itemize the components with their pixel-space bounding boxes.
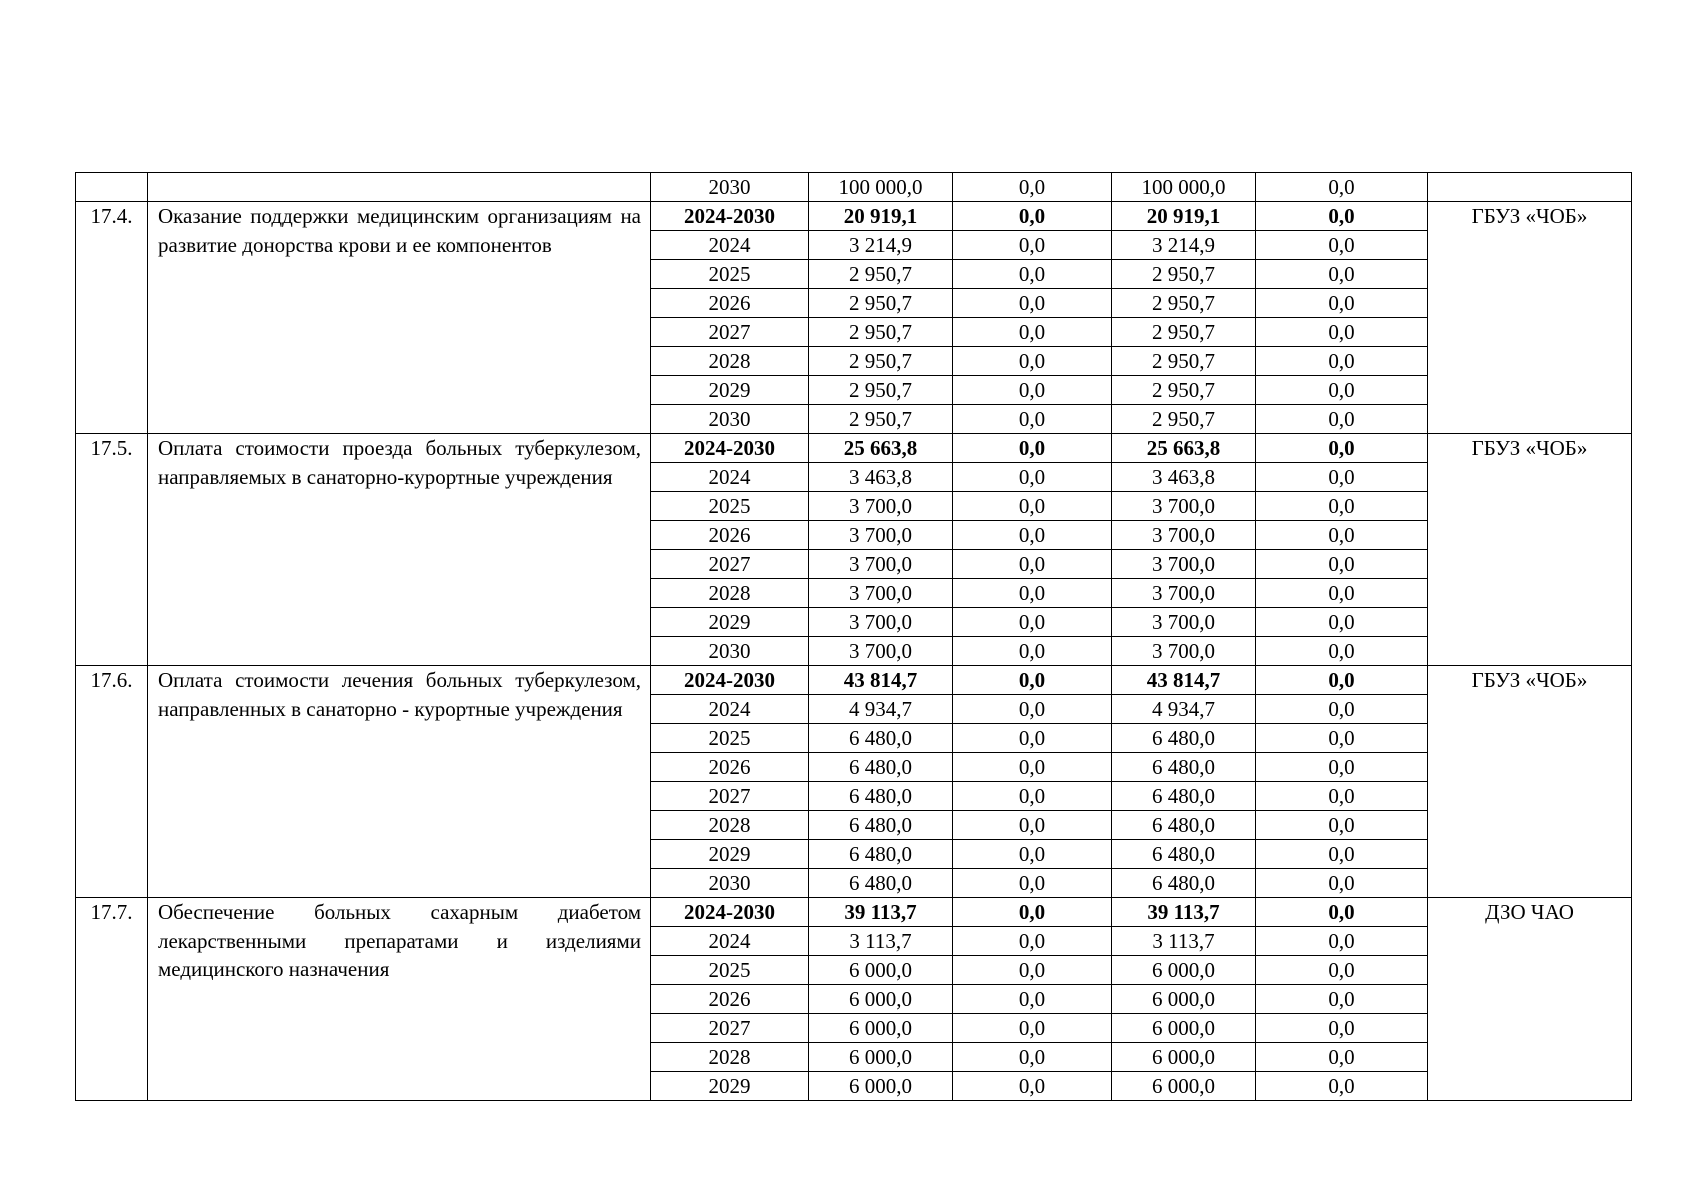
total-cell: 39 113,7 — [809, 898, 953, 927]
total-cell: 6 000,0 — [809, 1014, 953, 1043]
regional-cell: 6 000,0 — [1112, 1014, 1256, 1043]
regional-cell: 20 919,1 — [1112, 202, 1256, 231]
period-cell: 2026 — [651, 521, 809, 550]
regional-cell: 6 000,0 — [1112, 1072, 1256, 1101]
regional-cell: 2 950,7 — [1112, 289, 1256, 318]
federal-cell: 0,0 — [953, 666, 1112, 695]
federal-cell: 0,0 — [953, 550, 1112, 579]
regional-cell: 3 700,0 — [1112, 608, 1256, 637]
table-row — [76, 666, 1632, 695]
other-cell: 0,0 — [1256, 724, 1428, 753]
item-name-cell — [148, 173, 651, 202]
budget-table — [75, 172, 1632, 1101]
total-cell: 3 700,0 — [809, 637, 953, 666]
federal-cell: 0,0 — [953, 405, 1112, 434]
regional-cell: 25 663,8 — [1112, 434, 1256, 463]
period-cell: 2026 — [651, 289, 809, 318]
other-cell: 0,0 — [1256, 405, 1428, 434]
other-cell: 0,0 — [1256, 840, 1428, 869]
other-cell: 0,0 — [1256, 695, 1428, 724]
period-cell: 2030 — [651, 869, 809, 898]
other-cell: 0,0 — [1256, 173, 1428, 202]
item-number-cell — [76, 173, 148, 202]
federal-cell: 0,0 — [953, 811, 1112, 840]
regional-cell: 43 814,7 — [1112, 666, 1256, 695]
other-cell: 0,0 — [1256, 289, 1428, 318]
period-cell: 2027 — [651, 318, 809, 347]
table-row — [76, 202, 1632, 231]
total-cell: 2 950,7 — [809, 347, 953, 376]
other-cell: 0,0 — [1256, 1072, 1428, 1101]
period-cell: 2024 — [651, 231, 809, 260]
federal-cell: 0,0 — [953, 1072, 1112, 1101]
total-cell: 6 480,0 — [809, 811, 953, 840]
federal-cell: 0,0 — [953, 608, 1112, 637]
other-cell: 0,0 — [1256, 666, 1428, 695]
total-cell: 3 700,0 — [809, 492, 953, 521]
regional-cell: 3 700,0 — [1112, 492, 1256, 521]
item-number-cell: 17.7. — [76, 898, 148, 1101]
period-cell: 2029 — [651, 840, 809, 869]
other-cell: 0,0 — [1256, 521, 1428, 550]
other-cell: 0,0 — [1256, 463, 1428, 492]
regional-cell: 4 934,7 — [1112, 695, 1256, 724]
other-cell: 0,0 — [1256, 608, 1428, 637]
executor-cell — [1428, 173, 1632, 202]
regional-cell: 3 700,0 — [1112, 521, 1256, 550]
period-cell: 2024-2030 — [651, 202, 809, 231]
period-cell: 2029 — [651, 1072, 809, 1101]
table-row-continuation — [76, 173, 1632, 202]
period-cell: 2024 — [651, 927, 809, 956]
regional-cell: 2 950,7 — [1112, 405, 1256, 434]
executor-cell: ГБУЗ «ЧОБ» — [1428, 202, 1632, 434]
period-cell: 2025 — [651, 260, 809, 289]
other-cell: 0,0 — [1256, 376, 1428, 405]
table-row — [76, 898, 1632, 927]
total-cell: 6 480,0 — [809, 753, 953, 782]
period-cell: 2028 — [651, 1043, 809, 1072]
item-number-cell: 17.5. — [76, 434, 148, 666]
total-cell: 6 480,0 — [809, 869, 953, 898]
total-cell: 43 814,7 — [809, 666, 953, 695]
federal-cell: 0,0 — [953, 1014, 1112, 1043]
regional-cell: 3 700,0 — [1112, 579, 1256, 608]
period-cell: 2027 — [651, 550, 809, 579]
other-cell: 0,0 — [1256, 492, 1428, 521]
other-cell: 0,0 — [1256, 753, 1428, 782]
other-cell: 0,0 — [1256, 260, 1428, 289]
federal-cell: 0,0 — [953, 202, 1112, 231]
total-cell: 25 663,8 — [809, 434, 953, 463]
federal-cell: 0,0 — [953, 898, 1112, 927]
other-cell: 0,0 — [1256, 869, 1428, 898]
period-cell: 2028 — [651, 579, 809, 608]
total-cell: 6 000,0 — [809, 956, 953, 985]
total-cell: 3 463,8 — [809, 463, 953, 492]
other-cell: 0,0 — [1256, 579, 1428, 608]
federal-cell: 0,0 — [953, 318, 1112, 347]
total-cell: 3 700,0 — [809, 608, 953, 637]
table-row — [76, 434, 1632, 463]
period-cell: 2026 — [651, 985, 809, 1014]
federal-cell: 0,0 — [953, 289, 1112, 318]
regional-cell: 6 480,0 — [1112, 869, 1256, 898]
regional-cell: 6 480,0 — [1112, 811, 1256, 840]
other-cell: 0,0 — [1256, 231, 1428, 260]
period-cell: 2024 — [651, 695, 809, 724]
item-number-cell: 17.6. — [76, 666, 148, 898]
regional-cell: 3 463,8 — [1112, 463, 1256, 492]
federal-cell: 0,0 — [953, 782, 1112, 811]
total-cell: 3 700,0 — [809, 579, 953, 608]
period-cell: 2029 — [651, 608, 809, 637]
item-name-cell: Обеспечение больных сахарным диабетом лекарственными препаратами и изделиями медицинского назначения — [148, 898, 651, 1101]
total-cell: 2 950,7 — [809, 260, 953, 289]
total-cell: 2 950,7 — [809, 318, 953, 347]
item-number-cell: 17.4. — [76, 202, 148, 434]
federal-cell: 0,0 — [953, 579, 1112, 608]
federal-cell: 0,0 — [953, 173, 1112, 202]
regional-cell: 6 000,0 — [1112, 1043, 1256, 1072]
total-cell: 4 934,7 — [809, 695, 953, 724]
federal-cell: 0,0 — [953, 985, 1112, 1014]
total-cell: 3 113,7 — [809, 927, 953, 956]
total-cell: 2 950,7 — [809, 376, 953, 405]
federal-cell: 0,0 — [953, 753, 1112, 782]
other-cell: 0,0 — [1256, 898, 1428, 927]
period-cell: 2025 — [651, 956, 809, 985]
total-cell: 2 950,7 — [809, 289, 953, 318]
total-cell: 20 919,1 — [809, 202, 953, 231]
period-cell: 2026 — [651, 753, 809, 782]
other-cell: 0,0 — [1256, 202, 1428, 231]
regional-cell: 2 950,7 — [1112, 347, 1256, 376]
regional-cell: 2 950,7 — [1112, 318, 1256, 347]
federal-cell: 0,0 — [953, 463, 1112, 492]
other-cell: 0,0 — [1256, 1014, 1428, 1043]
regional-cell: 3 113,7 — [1112, 927, 1256, 956]
federal-cell: 0,0 — [953, 347, 1112, 376]
total-cell: 6 480,0 — [809, 782, 953, 811]
other-cell: 0,0 — [1256, 782, 1428, 811]
period-cell: 2030 — [651, 637, 809, 666]
other-cell: 0,0 — [1256, 811, 1428, 840]
period-cell: 2025 — [651, 492, 809, 521]
period-cell: 2027 — [651, 782, 809, 811]
regional-cell: 100 000,0 — [1112, 173, 1256, 202]
other-cell: 0,0 — [1256, 550, 1428, 579]
regional-cell: 3 214,9 — [1112, 231, 1256, 260]
other-cell: 0,0 — [1256, 927, 1428, 956]
federal-cell: 0,0 — [953, 1043, 1112, 1072]
federal-cell: 0,0 — [953, 492, 1112, 521]
regional-cell: 39 113,7 — [1112, 898, 1256, 927]
total-cell: 3 214,9 — [809, 231, 953, 260]
federal-cell: 0,0 — [953, 434, 1112, 463]
regional-cell: 2 950,7 — [1112, 376, 1256, 405]
executor-cell: ДЗО ЧАО — [1428, 898, 1632, 1101]
period-cell: 2024 — [651, 463, 809, 492]
total-cell: 6 000,0 — [809, 985, 953, 1014]
regional-cell: 2 950,7 — [1112, 260, 1256, 289]
period-cell: 2025 — [651, 724, 809, 753]
period-cell: 2030 — [651, 405, 809, 434]
regional-cell: 3 700,0 — [1112, 550, 1256, 579]
period-cell: 2024-2030 — [651, 898, 809, 927]
total-cell: 6 000,0 — [809, 1043, 953, 1072]
item-name-cell: Оказание поддержки медицинским организациям на развитие донорства крови и ее компонентов — [148, 202, 651, 434]
period-cell: 2024-2030 — [651, 434, 809, 463]
period-cell: 2027 — [651, 1014, 809, 1043]
regional-cell: 3 700,0 — [1112, 637, 1256, 666]
other-cell: 0,0 — [1256, 318, 1428, 347]
federal-cell: 0,0 — [953, 637, 1112, 666]
total-cell: 3 700,0 — [809, 521, 953, 550]
other-cell: 0,0 — [1256, 985, 1428, 1014]
other-cell: 0,0 — [1256, 637, 1428, 666]
item-name-cell: Оплата стоимости лечения больных туберкулезом, направленных в санаторно - курортные учреждения — [148, 666, 651, 898]
federal-cell: 0,0 — [953, 231, 1112, 260]
regional-cell: 6 480,0 — [1112, 753, 1256, 782]
total-cell: 6 480,0 — [809, 724, 953, 753]
federal-cell: 0,0 — [953, 724, 1112, 753]
item-name-cell: Оплата стоимости проезда больных туберкулезом, направляемых в санаторно-курортные учреждения — [148, 434, 651, 666]
total-cell: 100 000,0 — [809, 173, 953, 202]
federal-cell: 0,0 — [953, 927, 1112, 956]
other-cell: 0,0 — [1256, 1043, 1428, 1072]
federal-cell: 0,0 — [953, 521, 1112, 550]
federal-cell: 0,0 — [953, 956, 1112, 985]
period-cell: 2029 — [651, 376, 809, 405]
regional-cell: 6 480,0 — [1112, 724, 1256, 753]
period-cell: 2028 — [651, 811, 809, 840]
total-cell: 2 950,7 — [809, 405, 953, 434]
total-cell: 6 480,0 — [809, 840, 953, 869]
other-cell: 0,0 — [1256, 434, 1428, 463]
executor-cell: ГБУЗ «ЧОБ» — [1428, 434, 1632, 666]
regional-cell: 6 000,0 — [1112, 956, 1256, 985]
executor-cell: ГБУЗ «ЧОБ» — [1428, 666, 1632, 898]
regional-cell: 6 000,0 — [1112, 985, 1256, 1014]
federal-cell: 0,0 — [953, 260, 1112, 289]
period-cell: 2024-2030 — [651, 666, 809, 695]
other-cell: 0,0 — [1256, 347, 1428, 376]
regional-cell: 6 480,0 — [1112, 782, 1256, 811]
regional-cell: 6 480,0 — [1112, 840, 1256, 869]
total-cell: 6 000,0 — [809, 1072, 953, 1101]
federal-cell: 0,0 — [953, 695, 1112, 724]
federal-cell: 0,0 — [953, 376, 1112, 405]
total-cell: 3 700,0 — [809, 550, 953, 579]
period-cell: 2028 — [651, 347, 809, 376]
other-cell: 0,0 — [1256, 956, 1428, 985]
federal-cell: 0,0 — [953, 869, 1112, 898]
federal-cell: 0,0 — [953, 840, 1112, 869]
table-body — [76, 173, 1632, 1101]
period-cell: 2030 — [651, 173, 809, 202]
